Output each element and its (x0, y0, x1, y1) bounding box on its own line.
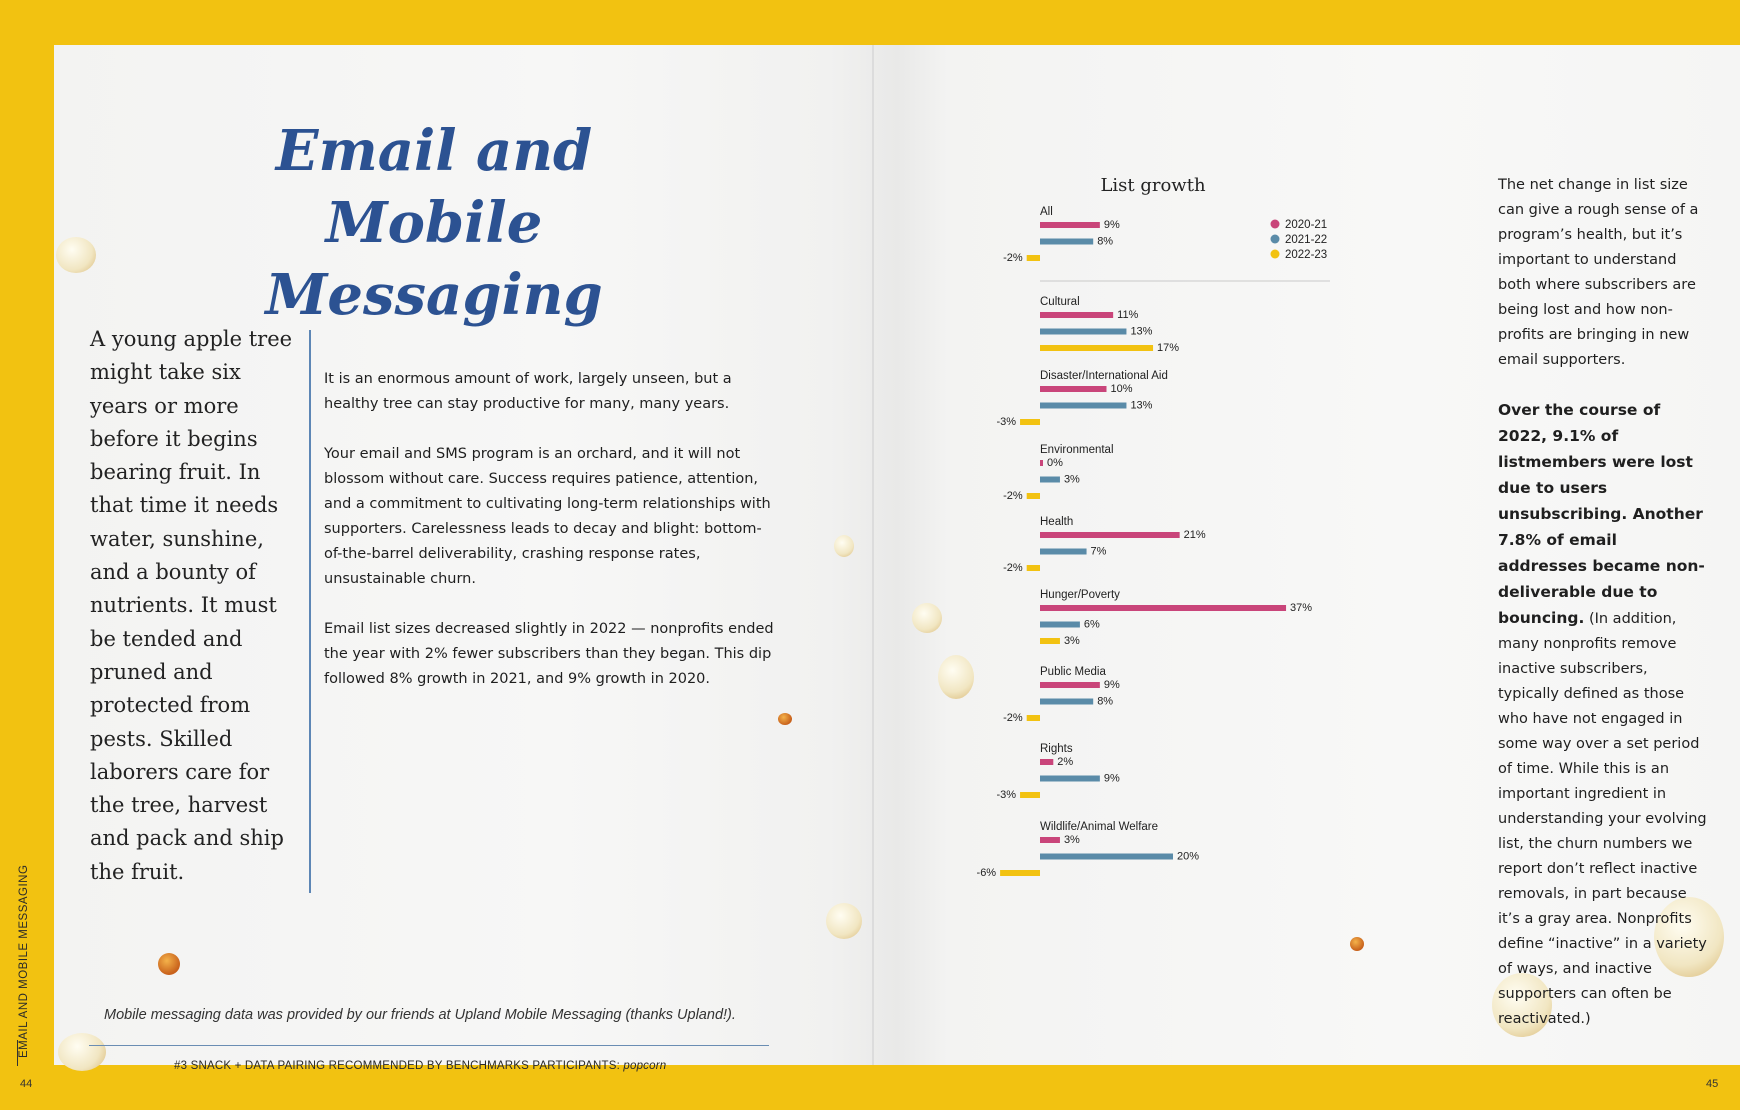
data-label: -2% (1003, 252, 1023, 264)
data-label: -2% (1003, 712, 1023, 724)
data-label: 3% (1063, 834, 1080, 846)
data-label: -2% (1003, 490, 1023, 502)
category-label: Cultural (1040, 296, 1080, 308)
section-side-label: EMAIL AND MOBILE MESSAGING (18, 864, 30, 1058)
data-credit: Mobile messaging data was provided by our friends at Upland Mobile Messaging (thanks Upland!). (104, 1007, 736, 1023)
data-label: 8% (1097, 695, 1114, 708)
bar-2022-23 (1027, 493, 1040, 499)
data-label: 20% (1177, 850, 1200, 863)
category-label: Public Media (1040, 666, 1106, 678)
legend-label: 2021-22 (1285, 234, 1328, 246)
data-label: 21% (1183, 529, 1206, 541)
bar-2021-22 (1040, 549, 1087, 555)
data-label: -2% (1003, 562, 1023, 574)
bar-2021-22 (1040, 403, 1126, 409)
data-label: 0% (1047, 457, 1063, 469)
category-label: Rights (1040, 743, 1073, 755)
bar-2021-22 (1040, 776, 1100, 782)
legend-swatch (1271, 235, 1280, 244)
bar-2020-21 (1040, 460, 1043, 466)
bar-2022-23 (1040, 345, 1153, 351)
body-paragraph: Your email and SMS program is an orchard, and it will not blossom without care. Success requires patience, attention, and a commitment to cultivating long-term relationships with supporters. Carelessness leads to decay and blight: bottom-of-the-barrel deliverability, crashing response rates, unsustainable churn. (324, 446, 771, 587)
data-label: 2% (1057, 756, 1074, 768)
sidebar-text (1498, 173, 1708, 1057)
snack-pairing-label: #3 SNACK + DATA PAIRING RECOMMENDED BY BENCHMARKS PARTICIPANTS: (174, 1060, 620, 1072)
bar-2020-21 (1040, 837, 1060, 843)
bar-2022-23 (1020, 419, 1040, 425)
data-label: 9% (1103, 679, 1120, 691)
data-label: 8% (1097, 235, 1114, 248)
list-growth-chart (54, 45, 1740, 1065)
data-label: -6% (976, 867, 997, 879)
bar-2021-22 (1040, 477, 1060, 483)
bar-2021-22 (1040, 329, 1126, 335)
page-number-right: 45 (1706, 1078, 1719, 1090)
bar-2022-23 (1027, 255, 1040, 261)
bar-2022-23 (1040, 638, 1060, 644)
bar-2021-22 (1040, 699, 1093, 705)
title-line-1: Email and (275, 118, 593, 184)
sidebar-highlight: Over the course of 2022, 9.1% of listmembers were lost due to users unsubscribing. Another 7.8% of email addresses became non-deliverable due to bouncing. (1498, 401, 1705, 627)
body-paragraph: It is an enormous amount of work, largely unseen, but a healthy tree can stay productive for many, many years. (324, 371, 732, 412)
data-label: 3% (1063, 635, 1080, 647)
data-label: 10% (1110, 383, 1133, 395)
category-label: All (1040, 206, 1053, 218)
bar-2020-21 (1040, 222, 1100, 228)
bar-2020-21 (1040, 386, 1107, 392)
bar-2021-22 (1040, 622, 1080, 628)
bar-2022-23 (1027, 715, 1040, 721)
data-label: -3% (996, 789, 1017, 801)
pull-quote-text: A young apple tree might take six years or more before it begins bearing fruit. In that time it needs water, sunshine, and a bounty of nutrients. It must be tended and pruned and protected from pests. Skilled laborers care for the tree, harvest and pack and ship the fruit. (90, 327, 293, 884)
legend-label: 2020-21 (1285, 219, 1328, 231)
bar-2021-22 (1040, 239, 1093, 245)
legend-label: 2022-23 (1285, 249, 1328, 261)
legend-swatch (1271, 220, 1280, 229)
category-label: Health (1040, 516, 1074, 528)
data-label: 11% (1117, 309, 1139, 321)
category-label: Hunger/Poverty (1040, 589, 1120, 601)
chart-title: List growth (1100, 175, 1206, 196)
sidebar-intro: The net change in list size can give a rough sense of a program’s health, but it’s important to understand both where subscribers are being lost and how non-profits are bringing in new email supporters. (1498, 177, 1699, 368)
bar-2022-23 (1020, 792, 1040, 798)
snack-pairing-value: popcorn (623, 1060, 667, 1072)
title-line-2: Mobile Messaging (265, 190, 603, 328)
bar-2020-21 (1040, 605, 1286, 611)
bar-2020-21 (1040, 312, 1113, 318)
data-label: 37% (1290, 602, 1313, 614)
legend-swatch (1271, 250, 1280, 259)
sidebar-paragraph (1498, 398, 1708, 1032)
data-label: 13% (1130, 399, 1153, 412)
data-label: 6% (1083, 618, 1100, 631)
body-paragraph: Email list sizes decreased slightly in 2022 — nonprofits ended the year with 2% fewer subscribers than they began. This dip followed 8% growth in 2021, and 9% growth in 2020. (324, 621, 774, 687)
data-label: 9% (1103, 219, 1120, 231)
bar-2020-21 (1040, 682, 1100, 688)
bar-2022-23 (1027, 565, 1040, 571)
data-label: 9% (1103, 772, 1120, 785)
data-label: 13% (1130, 325, 1153, 338)
bar-2020-21 (1040, 759, 1053, 765)
data-label: 3% (1063, 473, 1080, 486)
paper-sheet (54, 45, 1740, 1072)
bar-2022-23 (1000, 870, 1040, 876)
data-label: -3% (996, 416, 1017, 428)
data-label: 7% (1090, 545, 1107, 558)
category-label: Disaster/International Aid (1040, 370, 1168, 382)
category-label: Environmental (1040, 444, 1114, 456)
sidebar-paragraph-rest: (In addition, many nonprofits remove inactive subscribers, typically defined as those who have not engaged in some way over a set period of time. While this is an important ingredient in understanding your evolving list, the churn numbers we report don’t reflect inactive removals, in part because it’s a gray area. Nonprofits define “inactive” in a variety of ways, and inactive supporters can often be reactivated.) (1498, 611, 1707, 1027)
data-label: 17% (1157, 342, 1180, 354)
page-number-left: 44 (20, 1078, 33, 1090)
bar-2021-22 (1040, 854, 1173, 860)
bar-2020-21 (1040, 532, 1180, 538)
category-label: Wildlife/Animal Welfare (1040, 821, 1159, 833)
